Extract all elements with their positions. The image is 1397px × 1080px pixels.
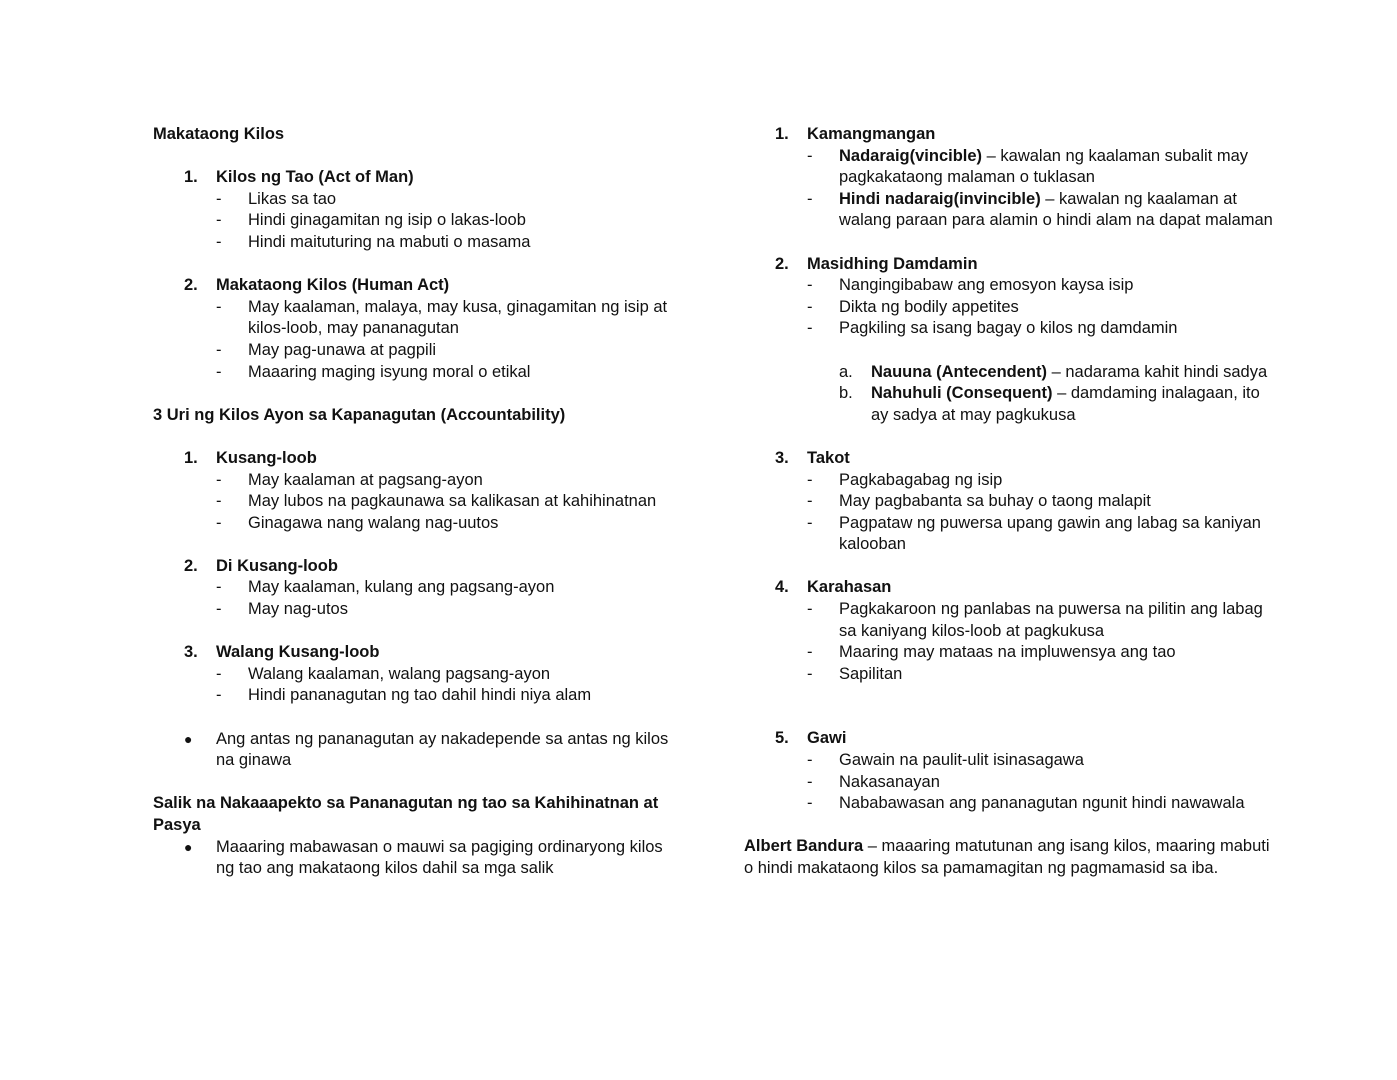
dash-item: - Walang kaalaman, walang pagsang-ayon xyxy=(216,664,551,683)
dash-item: - Maaring may mataas na impluwensya ang tao xyxy=(807,643,1176,662)
dash-item: - Nadaraig(vincible) – kawalan ng kaalaman subalit may pagkakataong malaman o tuklasan xyxy=(807,146,1249,187)
numbered-item-masidhing-damdamin xyxy=(744,254,1279,276)
dash-item: - May nag-utos xyxy=(216,600,348,619)
item-title: Kusang-loob xyxy=(216,448,317,467)
item-number: 2. xyxy=(184,276,198,295)
bullet-icon: ● xyxy=(184,730,193,747)
item-number: 1. xyxy=(775,125,789,143)
numbered-item-walang-kusang-loob xyxy=(153,642,683,664)
item-title: Makataong Kilos (Human Act) xyxy=(216,276,450,295)
numbered-item-kilos-ng-tao xyxy=(153,167,683,189)
item-title: Masidhing Damdamin xyxy=(807,254,978,273)
item-title: Kilos ng Tao (Act of Man) xyxy=(216,168,414,187)
item-title: Kamangmangan xyxy=(807,125,936,143)
dash-item: - May lubos na pagkaunawa sa kalikasan at kahihinatnan xyxy=(216,492,657,511)
dash-item: - May kaalaman, kulang ang pagsang-ayon xyxy=(216,578,555,597)
numbered-item-di-kusang-loob xyxy=(153,556,683,578)
paragraph-albert-bandura: Albert Bandura – maaaring matutunan ang isang kilos, maaring mabuti o hindi makataong kilos sa pamamagitan ng pagmamasid sa iba. xyxy=(744,837,1270,877)
item-number: 3. xyxy=(184,643,198,662)
section-title-uri-ng-kilos: 3 Uri ng Kilos Ayon sa Kapanagutan (Accountability) xyxy=(153,405,566,424)
numbered-item-takot xyxy=(744,448,1279,470)
dash-item: - Pagkabagabag ng isip xyxy=(807,470,1003,489)
dash-item: - Hindi maituturing na mabuti o masama xyxy=(216,232,531,251)
bullet-icon: ● xyxy=(184,838,193,855)
numbered-item-gawi xyxy=(744,728,1279,750)
item-title: Takot xyxy=(807,448,850,467)
dash-item: - Ginagawa nang walang nag-uutos xyxy=(216,513,499,532)
dash-item: - Sapilitan xyxy=(807,664,903,683)
dash-item: - Likas sa tao xyxy=(216,189,337,208)
right-column xyxy=(744,124,1279,880)
item-title: Karahasan xyxy=(807,578,892,597)
item-number: 2. xyxy=(184,556,198,575)
bullet-item-antas: ● Ang antas ng pananagutan ay nakadepende sa antas ng kilos na ginawa xyxy=(184,729,669,770)
section-title-salik: Salik na Nakaaapekto sa Pananagutan ng tao sa Kahihinatnan at Pasya xyxy=(153,794,659,834)
dash-item: - Pagpataw ng puwersa upang gawin ang labag sa kaniyan kalooban xyxy=(807,513,1261,554)
dash-item: - Dikta ng bodily appetites xyxy=(807,297,1019,316)
dash-item: - May pagbabanta sa buhay o taong malapit xyxy=(807,492,1151,511)
dash-item: - Maaaring maging isyung moral o etikal xyxy=(216,362,531,381)
lettered-item-nahuhuli: b. Nahuhuli (Consequent) – damdaming inalagaan, ito ay sadya at may pagkukusa xyxy=(839,384,1260,424)
left-column xyxy=(153,124,683,880)
numbered-item-kamangmangan xyxy=(744,124,1279,146)
dash-item: - Nakasanayan xyxy=(807,772,940,791)
item-number: 1. xyxy=(184,168,198,187)
numbered-item-karahasan xyxy=(744,577,1279,599)
dash-item: - Hindi ginagamitan ng isip o lakas-loob xyxy=(216,211,526,230)
bullet-item-salik: ● Maaaring mabawasan o mauwi sa pagiging ordinaryong kilos ng tao ang makataong kilos dahil sa mga salik xyxy=(184,837,663,878)
dash-item: - Nababawasan ang pananagutan ngunit hindi nawawala xyxy=(807,794,1245,813)
item-number: 1. xyxy=(184,448,198,467)
item-title: Di Kusang-loob xyxy=(216,556,338,575)
numbered-item-kusang-loob xyxy=(153,448,683,470)
numbered-item-makataong-kilos xyxy=(153,275,683,297)
dash-item: - Hindi pananagutan ng tao dahil hindi niya alam xyxy=(216,686,592,705)
item-title: Gawi xyxy=(807,729,847,748)
dash-item: - Pagkiling sa isang bagay o kilos ng damdamin xyxy=(807,319,1178,338)
dash-item: - Gawain na paulit-ulit isinasagawa xyxy=(807,751,1084,770)
item-number: 4. xyxy=(775,578,789,597)
item-number: 2. xyxy=(775,254,789,273)
dash-item: - May kaalaman, malaya, may kusa, ginagamitan ng isip at kilos-loob, may pananagutan xyxy=(216,297,668,338)
item-number: 3. xyxy=(775,448,789,467)
dash-item: - May pag-unawa at pagpili xyxy=(216,340,437,359)
item-title: Walang Kusang-loob xyxy=(216,643,380,662)
dash-item: - Pagkakaroon ng panlabas na puwersa na pilitin ang labag sa kaniyang kilos-loob at pagkukusa xyxy=(807,600,1263,640)
dash-item: - Nangingibabaw ang emosyon kaysa isip xyxy=(807,276,1134,295)
item-number: 5. xyxy=(775,729,789,748)
dash-item: - Hindi nadaraig(invincible) – kawalan ng kaalaman at walang paraan para alamin o hindi alam na dapat malaman xyxy=(807,189,1273,230)
dash-item: - May kaalaman at pagsang-ayon xyxy=(216,470,483,489)
section-title-makataong-kilos: Makataong Kilos xyxy=(153,125,285,143)
lettered-item-nauuna: a. Nauuna (Antecendent) – nadarama kahit hindi sadya xyxy=(839,362,1268,381)
